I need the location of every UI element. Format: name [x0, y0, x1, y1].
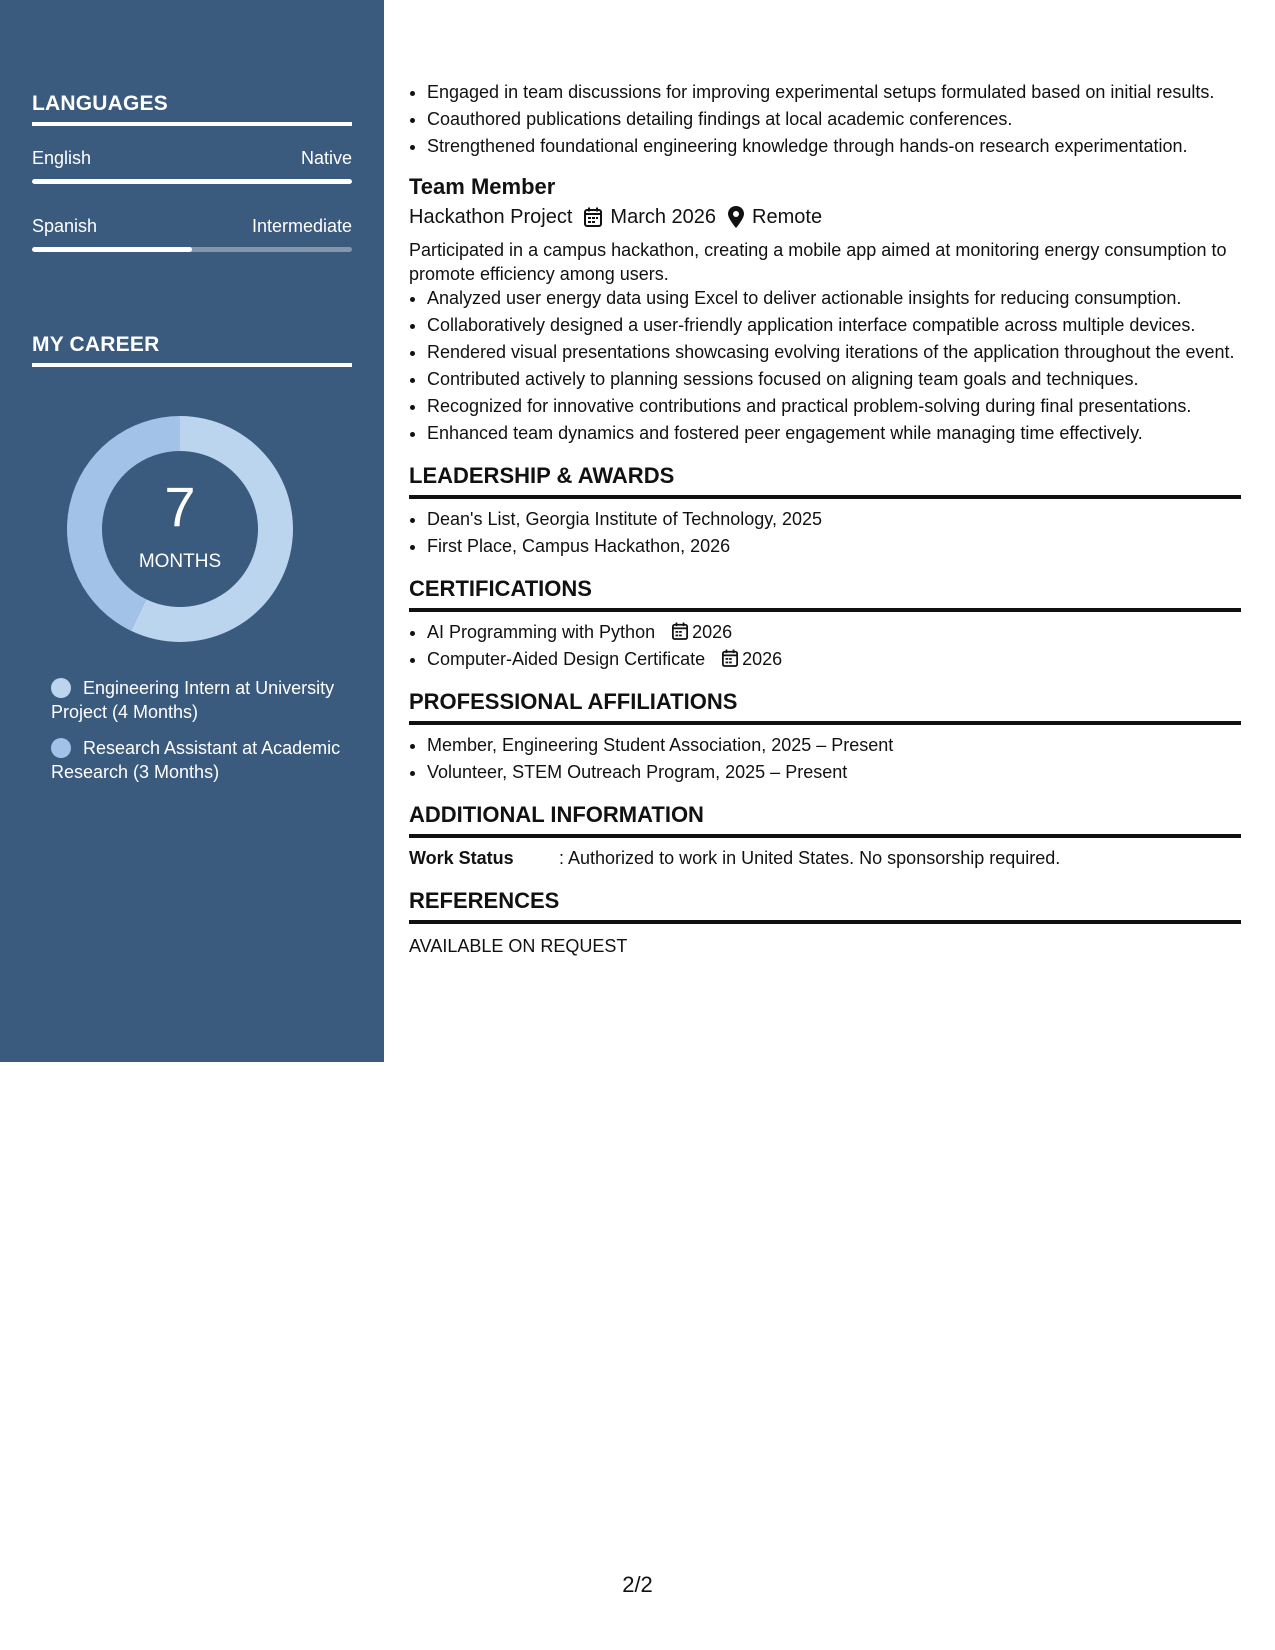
career-legend-label: Research Assistant at Academic Research (3 Months): [51, 738, 341, 782]
list-item: • Contributed actively to planning sessions focused on aligning team goals and techniques.: [427, 367, 1241, 391]
languages-heading: LANGUAGES: [32, 92, 352, 126]
language-proficiency-bar: [32, 247, 352, 252]
career-total-unit: MONTHS: [138, 551, 222, 572]
work-status-value: : Authorized to work in United States. No sponsorship required.: [559, 848, 1061, 868]
career-legend-item: [51, 736, 371, 784]
role-location: Remote: [752, 206, 823, 228]
additional-info-heading: ADDITIONAL INFORMATION: [409, 800, 1241, 838]
language-level: Intermediate: [251, 216, 352, 236]
leadership-list: [409, 507, 1241, 558]
language-name: English: [32, 148, 92, 168]
list-item: • Engaged in team discussions for improving experimental setups formulated based on initial results.: [427, 80, 1241, 104]
list-item: • Member, Engineering Student Association, 2025 – Present: [427, 733, 1241, 757]
career-section: [32, 333, 352, 367]
certifications-heading: CERTIFICATIONS: [409, 574, 1241, 612]
certifications-list: [409, 620, 1241, 671]
language-item: [32, 216, 352, 252]
calendar-icon: [672, 620, 688, 644]
legend-dot-icon: [51, 738, 71, 758]
list-item: • First Place, Campus Hackathon, 2026: [427, 534, 1241, 558]
languages-section: [32, 92, 352, 252]
list-item: • Dean's List, Georgia Institute of Technology, 2025: [427, 507, 1241, 531]
list-item: • Enhanced team dynamics and fostered peer engagement while managing time effectively.: [427, 421, 1241, 445]
affiliations-heading: PROFESSIONAL AFFILIATIONS: [409, 687, 1241, 725]
list-item: • Analyzed user energy data using Excel to deliver actionable insights for reducing consumption.: [427, 286, 1241, 310]
list-item: • Strengthened foundational engineering knowledge through hands-on research experimentation.: [427, 134, 1241, 158]
list-item: • Coauthored publications detailing findings at local academic conferences.: [427, 107, 1241, 131]
language-proficiency-fill: [32, 179, 352, 184]
calendar-icon: [722, 647, 738, 671]
career-legend: [51, 676, 371, 796]
certification-item: [427, 620, 1241, 644]
career-heading: MY CAREER: [32, 333, 352, 367]
language-proficiency-fill: [32, 247, 192, 252]
career-donut-chart: [64, 413, 296, 645]
leadership-heading: LEADERSHIP & AWARDS: [409, 461, 1241, 499]
previous-role-bullets: [409, 80, 1241, 158]
role-org: Hackathon Project: [409, 206, 573, 228]
references-heading: REFERENCES: [409, 886, 1241, 924]
work-status-label: Work Status: [409, 848, 514, 868]
affiliations-list: [409, 733, 1241, 784]
list-item: • Recognized for innovative contributions and practical problem-solving during final presentations.: [427, 394, 1241, 418]
certification-name: AI Programming with Python: [427, 622, 656, 642]
career-total-value: 7: [164, 475, 196, 538]
main-content: [409, 80, 1241, 958]
certification-name: Computer-Aided Design Certificate: [427, 649, 706, 669]
role-description: Participated in a campus hackathon, creating a mobile app aimed at monitoring energy consumption to promote efficiency among users.: [409, 240, 1227, 284]
role-title: Team Member: [409, 174, 556, 199]
language-level: Native: [300, 148, 352, 168]
work-status-row: [409, 846, 1241, 870]
map-pin-icon: [728, 206, 744, 228]
role-date: March 2026: [610, 206, 717, 228]
career-legend-label: Engineering Intern at University Project (4 Months): [51, 678, 335, 722]
page-number: 2/2: [622, 1572, 653, 1597]
certification-year: 2026: [692, 622, 733, 642]
references-text: AVAILABLE ON REQUEST: [409, 936, 628, 956]
language-item: [32, 148, 352, 184]
certification-year: 2026: [742, 649, 783, 669]
calendar-icon: [584, 207, 602, 227]
role-bullets: [409, 286, 1241, 445]
role-meta: [409, 202, 1241, 232]
list-item: • Collaboratively designed a user-friendly application interface compatible across multiple devices.: [427, 313, 1241, 337]
legend-dot-icon: [51, 678, 71, 698]
list-item: • Rendered visual presentations showcasing evolving iterations of the application throughout the event.: [427, 340, 1241, 364]
list-item: • Volunteer, STEM Outreach Program, 2025 – Present: [427, 760, 1241, 784]
certification-item: [427, 647, 1241, 671]
sidebar: [0, 0, 384, 1062]
language-proficiency-bar: [32, 179, 352, 184]
career-legend-item: [51, 676, 371, 724]
language-name: Spanish: [32, 216, 98, 236]
